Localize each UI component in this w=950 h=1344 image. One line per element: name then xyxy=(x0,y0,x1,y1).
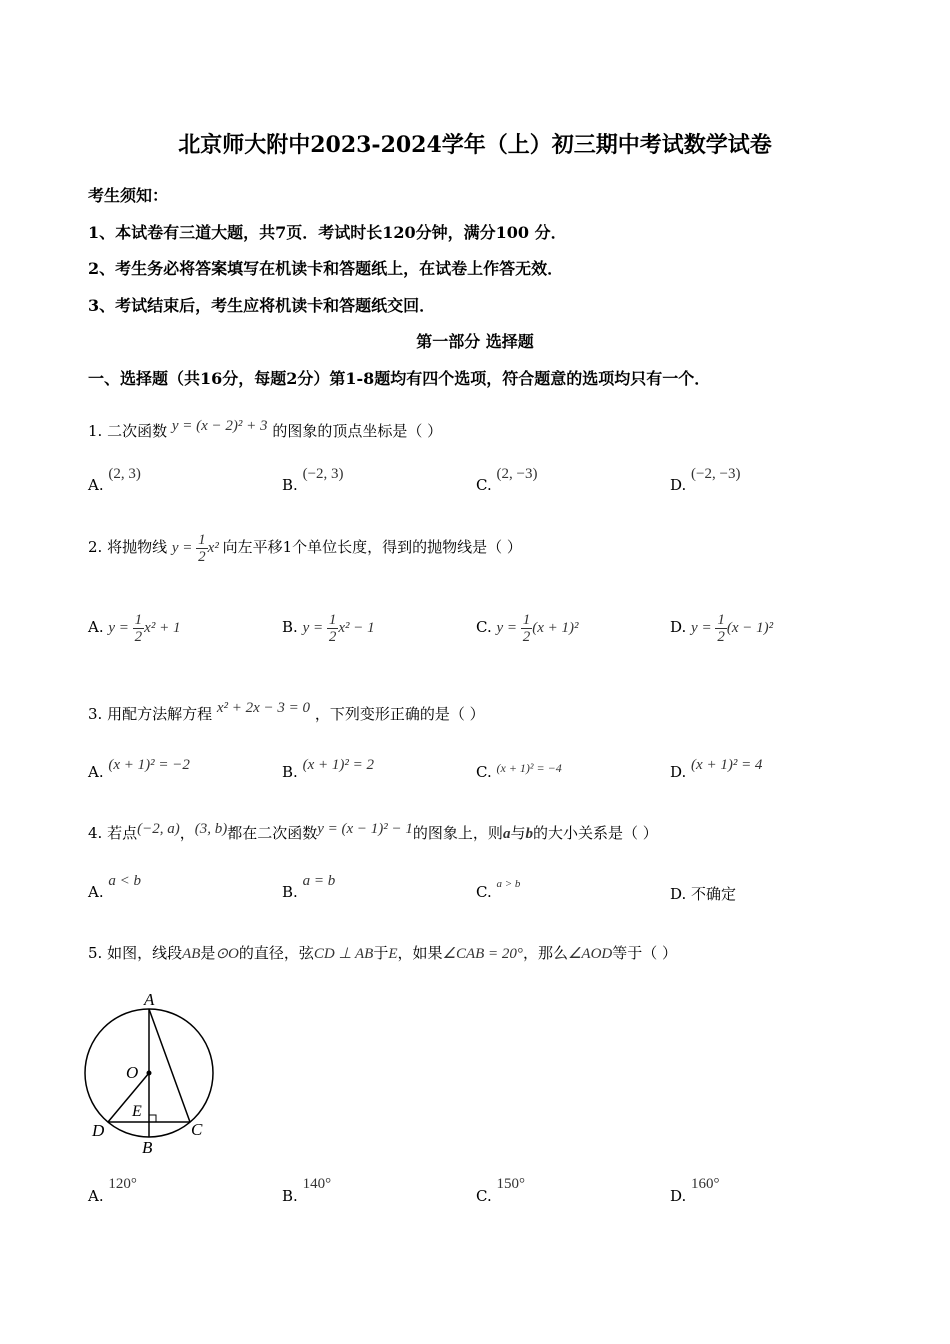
option-expr: (x + 1)² = −2 xyxy=(108,757,190,773)
q4-point-2: (3, b) xyxy=(194,821,228,837)
option-letter: D. xyxy=(670,476,687,494)
option-expr: a > b xyxy=(496,878,521,890)
q5-option-b[interactable] xyxy=(282,1176,332,1206)
q3-formula: x² + 2x − 3 = 0 xyxy=(216,700,311,716)
option-tail: x² + 1 xyxy=(144,619,181,636)
question-2 xyxy=(88,532,522,565)
notice-heading: 考生须知： xyxy=(88,186,169,205)
q4-option-b[interactable] xyxy=(282,873,336,902)
q1-option-c[interactable] xyxy=(476,466,538,495)
option-letter: D. xyxy=(670,1187,687,1205)
option-letter: A. xyxy=(88,476,104,494)
option-letter: B. xyxy=(282,1187,298,1205)
option-letter: A. xyxy=(88,763,104,781)
y-eq: y = xyxy=(691,619,712,636)
option-expr: 120° xyxy=(108,1176,137,1192)
option-expr: 160° xyxy=(691,1176,720,1192)
q3-option-d[interactable] xyxy=(670,757,763,782)
center-point xyxy=(147,1071,152,1076)
q4-comma: ， xyxy=(179,824,195,842)
q5-option-c[interactable] xyxy=(476,1176,525,1206)
q1-stem-start: 1. 二次函数 xyxy=(88,422,168,440)
q1-option-a[interactable] xyxy=(88,466,141,495)
label-d: D xyxy=(92,1121,105,1140)
question-3 xyxy=(88,700,485,724)
option-letter: C. xyxy=(476,617,492,636)
y-eq: y = xyxy=(108,619,129,636)
q2-stem-start: 2. 将抛物线 xyxy=(88,537,168,556)
denominator: 2 xyxy=(198,549,206,565)
option-letter: B. xyxy=(282,476,298,494)
option-expr: a < b xyxy=(108,873,142,889)
option-expr: (−2, 3) xyxy=(302,466,344,482)
denominator: 2 xyxy=(328,629,337,645)
q4-var-b: b xyxy=(525,826,533,842)
q5-stem-d: 于 xyxy=(373,944,389,962)
numerator: 1 xyxy=(198,532,206,548)
q5-stem-start: 5. 如图，线段 xyxy=(88,944,183,962)
q4-point-1: (−2, a) xyxy=(137,821,180,837)
option-expr xyxy=(496,612,579,645)
q2-option-c[interactable] xyxy=(476,612,579,645)
notice-item-1: 1、本试卷有三道大题，共7页．考试时长120分钟，满分100 分． xyxy=(88,223,567,242)
option-tail: (x + 1)² xyxy=(532,619,579,636)
segment-ac xyxy=(149,1009,190,1122)
q2-formula xyxy=(171,532,223,565)
fraction-half xyxy=(521,612,533,645)
denominator: 2 xyxy=(134,629,143,645)
q5-circle: ⊙O xyxy=(215,946,239,962)
fraction-half xyxy=(327,612,339,645)
numerator: 1 xyxy=(717,612,725,628)
option-letter: C. xyxy=(476,763,492,781)
q4-formula: y = (x − 1)² − 1 xyxy=(317,821,413,837)
q5-stem-f: ，那么 xyxy=(522,944,568,962)
question-5 xyxy=(88,942,677,963)
q4-stem-tail: 的大小关系是（ ） xyxy=(532,824,658,842)
q3-stem-start: 3. 用配方法解方程 xyxy=(88,705,213,723)
numerator: 1 xyxy=(328,612,337,628)
option-expr: 150° xyxy=(496,1176,525,1192)
option-letter: D. xyxy=(670,885,687,903)
q3-stem-end: ，下列变形正确的是（ ） xyxy=(314,705,485,723)
part-title: 第一部分 选择题 xyxy=(416,332,534,351)
q1-option-b[interactable] xyxy=(282,466,344,495)
q2-option-b[interactable] xyxy=(282,612,375,645)
option-expr xyxy=(108,612,181,645)
denominator: 2 xyxy=(717,629,725,645)
option-expr: (−2, −3) xyxy=(691,466,741,482)
option-expr: 140° xyxy=(302,1176,332,1192)
numerator: 1 xyxy=(134,612,143,628)
q5-stem-b: 是 xyxy=(200,944,216,962)
section-title: 一、选择题（共16分，每题2分）第1-8题均有四个选项，符合题意的选项均只有一个． xyxy=(88,369,711,388)
q5-option-a[interactable] xyxy=(88,1176,137,1206)
q4-var-a: a xyxy=(502,826,511,842)
q4-option-a[interactable] xyxy=(88,873,142,902)
option-letter: B. xyxy=(282,763,298,781)
y-eq: y = xyxy=(302,619,324,636)
label-b: B xyxy=(142,1138,153,1157)
option-expr: a = b xyxy=(302,873,336,889)
option-letter: C. xyxy=(476,1187,492,1205)
option-expr xyxy=(302,612,375,645)
q3-option-c[interactable] xyxy=(476,763,562,781)
exam-title: 北京师大附中2023-2024学年（上）初三期中考试数学试卷 xyxy=(178,132,772,158)
option-letter: A. xyxy=(88,1187,104,1205)
q4-with: 与 xyxy=(510,824,526,842)
option-tail: x² − 1 xyxy=(338,619,375,636)
option-letter: B. xyxy=(282,883,298,901)
option-expr: (x + 1)² = 4 xyxy=(691,757,763,773)
q5-angle-aod: ∠AOD xyxy=(567,946,613,962)
q5-angle: ∠CAB = 20° xyxy=(442,946,523,962)
right-angle-mark xyxy=(149,1115,156,1122)
q4-option-d[interactable] xyxy=(670,883,736,904)
question-1 xyxy=(88,420,442,441)
fraction-half xyxy=(196,532,208,565)
label-o: O xyxy=(126,1063,139,1082)
q5-circle-figure xyxy=(78,985,228,1160)
q3-option-b[interactable] xyxy=(282,757,374,782)
q4-option-c[interactable] xyxy=(476,878,521,901)
option-expr: 不确定 xyxy=(691,885,737,903)
question-4 xyxy=(88,822,658,843)
q5-perp: CD ⊥ AB xyxy=(313,946,374,962)
q1-option-d[interactable] xyxy=(670,466,741,495)
q5-option-d[interactable] xyxy=(670,1176,720,1206)
notice-item-3: 3、考试结束后，考生应将机读卡和答题纸交回． xyxy=(88,296,436,315)
q4-stem-end: 的图象上，则 xyxy=(412,824,503,842)
fraction-half xyxy=(133,612,145,645)
option-expr: (x + 1)² = 2 xyxy=(302,757,374,773)
q5-point-e: E xyxy=(388,946,398,962)
option-expr: (x + 1)² = −4 xyxy=(496,761,562,775)
option-letter: C. xyxy=(476,883,492,901)
label-a: A xyxy=(144,990,155,1009)
option-letter: D. xyxy=(670,763,687,781)
option-expr: (2, 3) xyxy=(108,466,141,482)
x-squared: x² xyxy=(207,539,219,556)
q1-stem-end: 的图象的顶点坐标是（ ） xyxy=(272,422,443,440)
label-e: E xyxy=(132,1103,142,1120)
option-expr xyxy=(691,612,774,645)
q1-formula: y = (x − 2)² + 3 xyxy=(171,418,268,434)
q3-option-a[interactable] xyxy=(88,757,190,782)
option-letter: B. xyxy=(282,617,298,636)
q4-stem-mid: 都在二次函数 xyxy=(227,824,318,842)
label-c: C xyxy=(191,1120,203,1139)
option-expr: (2, −3) xyxy=(496,466,538,482)
option-letter: A. xyxy=(88,883,104,901)
option-letter: A. xyxy=(88,617,104,636)
y-eq: y = xyxy=(496,619,518,636)
q2-option-a[interactable] xyxy=(88,612,180,645)
q4-stem-start: 4. 若点 xyxy=(88,824,138,842)
q2-stem-end: 向左平移1个单位长度，得到的抛物线是（ ） xyxy=(222,537,522,556)
option-letter: C. xyxy=(476,476,492,494)
fraction-half xyxy=(715,612,727,645)
option-tail: (x − 1)² xyxy=(726,619,774,636)
q2-option-d[interactable] xyxy=(670,612,773,645)
q5-stem-g: 等于（ ） xyxy=(612,944,678,962)
option-letter: D. xyxy=(670,617,687,636)
notice-item-2: 2、考生务必将答案填写在机读卡和答题纸上，在试卷上作答无效． xyxy=(88,259,564,278)
q5-stem-c: 的直径，弦 xyxy=(238,944,314,962)
numerator: 1 xyxy=(522,612,531,628)
q5-seg-ab: AB xyxy=(182,946,201,962)
q5-stem-e: ，如果 xyxy=(397,944,443,962)
y-eq: y = xyxy=(171,539,193,556)
denominator: 2 xyxy=(522,629,531,645)
